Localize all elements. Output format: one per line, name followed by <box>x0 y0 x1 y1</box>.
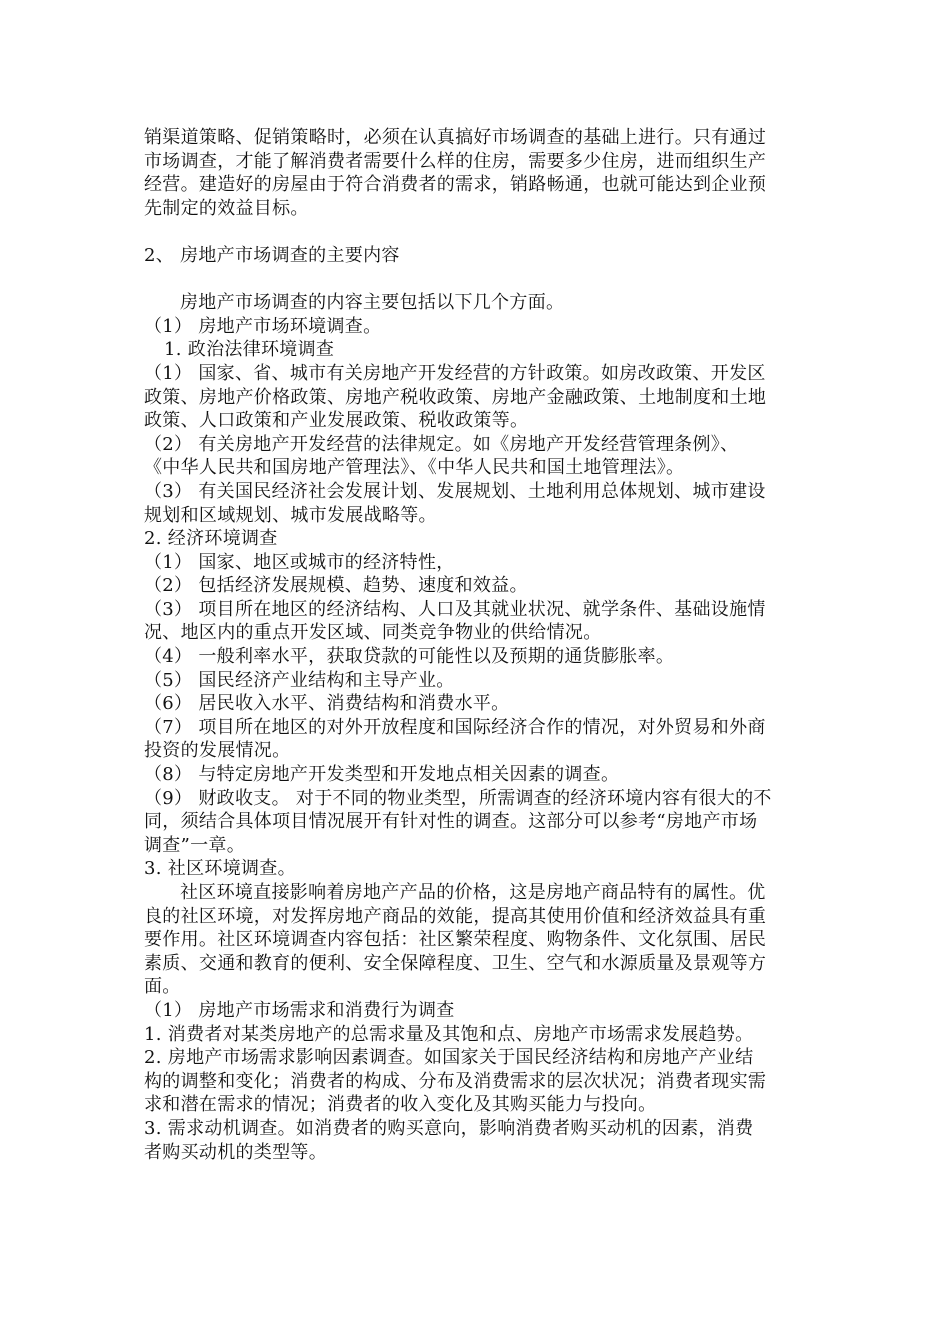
subsection-heading: 2. 经济环境调查 <box>144 528 278 550</box>
paragraph-line: 同，须结合具体项目情况展开有针对性的调查。这部分可以参考“房地产市场 <box>144 811 758 833</box>
list-item: （2） 包括经济发展规模、趋势、速度和效益。 <box>144 575 528 597</box>
paragraph-line: 规划和区域规划、城市发展战略等。 <box>144 504 437 526</box>
list-item: （8） 与特定房地产开发类型和开发地点相关因素的调查。 <box>144 764 620 786</box>
paragraph-line: 者购买动机的类型等。 <box>144 1141 327 1163</box>
paragraph-line: 销渠道策略、促销策略时，必须在认真搞好市场调查的基础上进行。只有通过 <box>144 127 767 148</box>
list-item: 3. 需求动机调查。如消费者的购买意向，影响消费者购买动机的因素，消费 <box>144 1117 754 1139</box>
paragraph-line: 政策、房地产价格政策、房地产税收政策、房地产金融政策、土地制度和土地 <box>144 386 767 408</box>
paragraph-line: 素质、交通和教育的便利、安全保障程度、卫生、空气和水源质量及景观等方 <box>144 952 767 974</box>
list-item: （7） 项目所在地区的对外开放程度和国际经济合作的情况，对外贸易和外商 <box>144 716 766 738</box>
list-item: （3） 项目所在地区的经济结构、人口及其就业状况、就学条件、基础设施情 <box>144 598 766 620</box>
paragraph-line: 房地产市场调查的内容主要包括以下几个方面。 <box>180 292 565 314</box>
paragraph-line: 先制定的效益目标。 <box>144 197 309 219</box>
list-item: （2） 有关房地产开发经营的法律规定。如《房地产开发经营管理条例》、 <box>144 433 739 455</box>
list-item: （3） 有关国民经济社会发展计划、发展规划、土地利用总体规划、城市建设 <box>144 480 766 502</box>
list-item: （5） 国民经济产业结构和主导产业。 <box>144 669 455 691</box>
list-item: （1） 房地产市场环境调查。 <box>144 315 382 337</box>
paragraph-line: 求和潜在需求的情况；消费者的收入变化及其购买能力与投向。 <box>144 1094 657 1116</box>
paragraph-line: 况、地区内的重点开发区域、同类竞争物业的供给情况。 <box>144 622 602 644</box>
blank-line <box>144 220 808 244</box>
section-heading: 2、 房地产市场调查的主要内容 <box>144 244 400 266</box>
subsection-heading: 1. 政治法律环境调查 <box>164 339 335 361</box>
list-item: 1. 消费者对某类房地产的总需求量及其饱和点、房地产市场需求发展趋势。 <box>144 1023 754 1045</box>
paragraph-line: 社区环境直接影响着房地产产品的价格，这是房地产商品特有的属性。优 <box>180 882 766 903</box>
paragraph-line: 调查”一章。 <box>144 834 246 856</box>
list-item: （1） 国家、省、城市有关房地产开发经营的方针政策。如房改政策、开发区 <box>144 362 766 384</box>
paragraph-line: 经营。建造好的房屋由于符合消费者的需求，销路畅通，也就可能达到企业预 <box>144 174 767 196</box>
paragraph-line: 要作用。社区环境调查内容包括：社区繁荣程度、购物条件、文化氛围、居民 <box>144 929 767 951</box>
paragraph-line: 政策、人口政策和产业发展政策、税收政策等。 <box>144 410 529 432</box>
list-item: （9） 财政收支。 对于不同的物业类型，所需调查的经济环境内容有很大的不 <box>144 787 772 809</box>
paragraph-line: 面。 <box>144 976 181 998</box>
list-item: （1） 国家、地区或城市的经济特性， <box>144 551 455 573</box>
paragraph-line: 投资的发展情况。 <box>144 740 291 762</box>
paragraph-line: 市场调查，才能了解消费者需要什么样的住房，需要多少住房，进而组织生产 <box>144 150 767 172</box>
paragraph-line: 《中华人民共和国房地产管理法》、《中华人民共和国土地管理法》。 <box>144 457 685 479</box>
subsection-heading: 3. 社区环境调查。 <box>144 858 296 880</box>
list-item: 2. 房地产市场需求影响因素调查。如国家关于国民经济结构和房地产产业结 <box>144 1047 754 1069</box>
list-item: （6） 居民收入水平、消费结构和消费水平。 <box>144 693 510 715</box>
blank-line <box>144 268 808 292</box>
list-item: （4） 一般利率水平，获取贷款的可能性以及预期的通货膨胀率。 <box>144 646 675 668</box>
paragraph-line: 良的社区环境，对发挥房地产商品的效能，提高其使用价值和经济效益具有重 <box>144 905 767 927</box>
paragraph-line: 构的调整和变化；消费者的构成、分布及消费需求的层次状况；消费者现实需 <box>144 1070 767 1092</box>
document-body <box>144 126 808 1164</box>
list-item: （1） 房地产市场需求和消费行为调查 <box>144 999 455 1021</box>
